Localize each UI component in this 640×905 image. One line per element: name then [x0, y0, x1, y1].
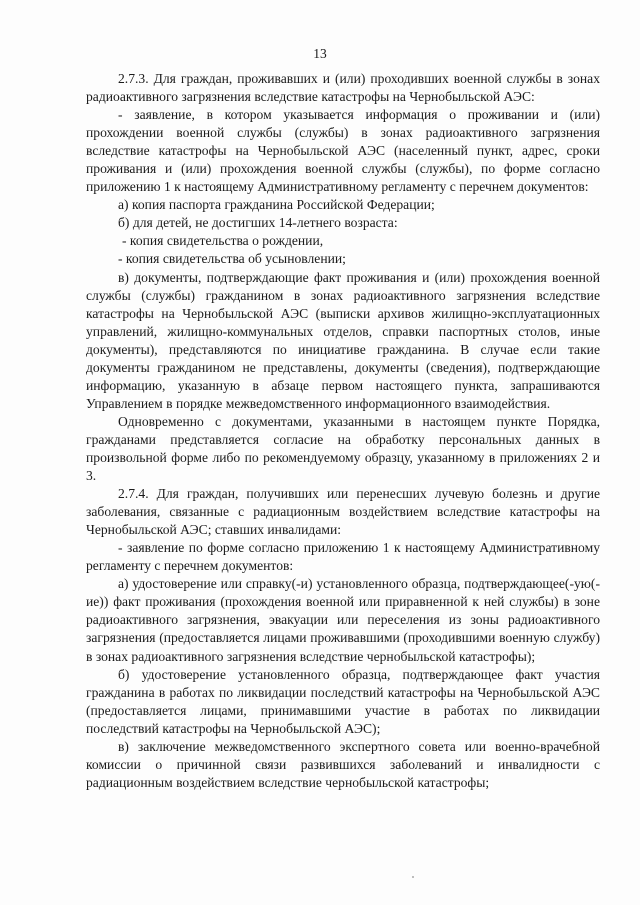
list-item-residence-documents: в) документы, подтверждающие факт проживания и (или) прохождения военной службы (службы) гражданином в зонах радиоактивного загрязнения вследствие катастрофы на Чернобыльской АЭС (выписки архивов жилищно-эксплуатационных управлений, жилищно-коммунальных отделов, справки паспортных столов, иные документы), представляются по инициативе гражданина. В случае если такие документы гражданином не представлены, документы (сведения), подтверждающие информацию, указанную в абзаце первом настоящего пункта, запрашиваются Управлением в порядке межведомственного информационного взаимодействия. [86, 269, 600, 411]
scan-speck [412, 876, 414, 878]
list-item-certificate-residence: а) удостоверение или справку(-и) установленного образца, подтверждающее(-ую(-ие)) факт проживания (прохождения военной или приравненной к ней службы) в зоне радиоактивного загрязнения, эвакуации или переселения из зоны радиоактивного загрязнения (предоставляется лицами проживавшими (проходившими военную службу) в зонах радиоактивного загрязнения вследствие чернобыльской катастрофы); [86, 576, 600, 664]
paragraph-2-7-4-heading: 2.7.4. Для граждан, получивших или перенесших лучевую болезнь и другие заболевания, связанные с радиационным воздействием вследствие катастрофы на Чернобыльской АЭС; ставших инвалидами: [86, 486, 600, 538]
list-item-children: б) для детей, не достигших 14-летнего возраста: [118, 215, 398, 231]
list-item-passport: а) копия паспорта гражданина Российской Федерации; [118, 197, 435, 213]
paragraph-application-2: - заявление по форме согласно приложению 1 к настоящему Административному регламенту с перечнем документов: [86, 540, 600, 574]
document-body [86, 70, 600, 792]
paragraph-application: - заявление, в котором указывается информация о проживании и (или) прохождении военной службы (службы) в зонах радиоактивного загрязнения вследствие катастрофы на Чернобыльской АЭС (населенный пункт, адрес, сроки проживания и (или) прохождения военной службы (службы), по форме согласно приложению 1 к настоящему Административному регламенту с перечнем документов: [86, 107, 600, 195]
page-number: 13 [313, 46, 327, 61]
list-item-expert-conclusion: в) заключение межведомственного экспертного совета или военно-врачебной комиссии о причинной связи развившихся заболеваний и инвалидности с радиационным воздействием вследствие чернобыльской катастрофы; [86, 738, 600, 790]
list-item-certificate-liquidation: б) удостоверение установленного образца, подтверждающее факт участия гражданина в работах по ликвидации последствий катастрофы на Чернобыльской АЭС (предоставляется лицами, принимавшими участие в работах по ликвидации последствий катастрофы на Чернобыльской АЭС); [86, 666, 600, 736]
paragraph-consent: Одновременно с документами, указанными в настоящем пункте Порядка, гражданами представляется согласие на обработку персональных данных в произвольной форме либо по рекомендуемому образцу, указанному в приложениях 2 и 3. [86, 413, 600, 484]
list-item-birth-certificate: - копия свидетельства о рождении, [122, 233, 324, 249]
paragraph-2-7-3-heading: 2.7.3. Для граждан, проживавших и (или) проходивших военной службы в зонах радиоактивного загрязнения вследствие катастрофы на Чернобыльской АЭС: [86, 71, 600, 105]
list-item-adoption-certificate: - копия свидетельства об усыновлении; [118, 251, 346, 267]
